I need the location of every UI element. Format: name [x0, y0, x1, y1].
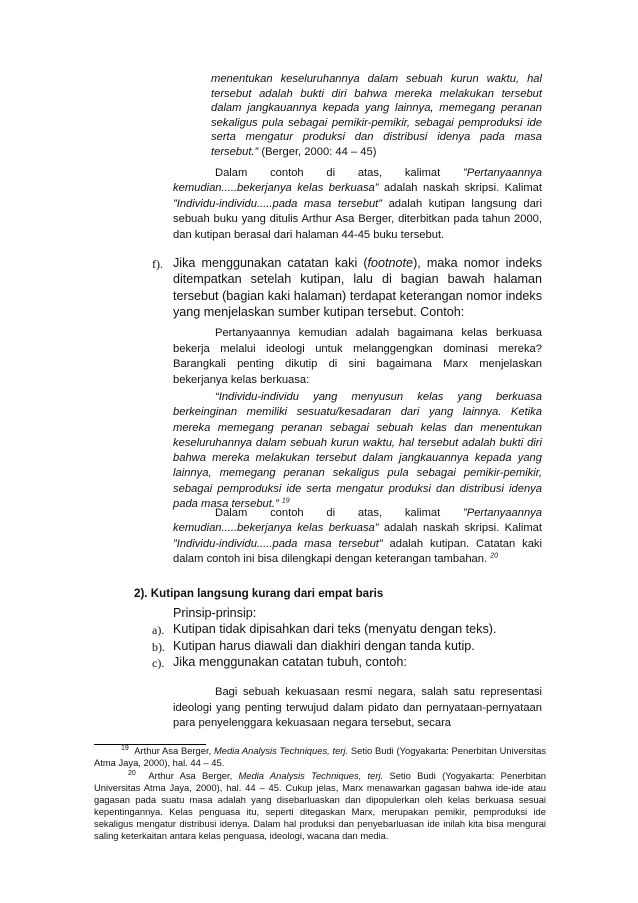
footnote-20-text-b: Setio Budi (Yogyakarta: Penerbitan Universitas Atma Jaya, 2000), hal. 44 – 45. Cukup jelas, Marx menawarkan gagasan bahwa ide-ide atau gagasan pada suatu masa adalah yang disebarluaskan dan dipopulerkan oleh kelas berkuasa sesuai kepentingannya. Kelas penguasa itu, seperti ditegaskan Marx, merupakan pemikir, pemproduksi ide sekaligus mengatur distribusi idenya. Dalam hal produksi dan penyebarluasan ide inilah kita bisa mengurai saling keterkaitan antara kelas penguasa, ideologi, wacana dan media. — [94, 770, 546, 841]
para-3-text-c: adalah kutipan. Catatan kaki dalam contoh ini bisa dilengkapi dengan keterangan tambahan. — [173, 537, 542, 566]
para-3-quote-a: ”Pertanyaannya kemudian.....bekerjanya kelas berkuasa” — [173, 507, 542, 535]
item-f-text-a: Jika menggunakan catatan kaki ( — [173, 256, 368, 270]
item-f-marker: f). — [152, 257, 163, 271]
quote-1-text: menentukan keseluruhannya dalam sebuah kurun waktu, hal tersebut adalah bukti diri bahwa mereka melakukan tersebut dalam jangkauannya kepada yang lainnya, memegang peranan sekaligus pula sebagai pemikir-pemikir, sebagai pemproduksi ide serta mengatur produksi dan distribusi idenya pada masa tersebut.” — [211, 73, 542, 158]
footnote-20-title: Media Analysis Techniques, terj. — [238, 770, 384, 781]
footnote-19-text-b: Setio Budi (Yogyakarta: Penerbitan Universitas Atma Jaya, 2000), hal. 44 – 45. — [94, 745, 546, 768]
item-f-text — [173, 256, 542, 321]
block-quote-1 — [211, 72, 542, 160]
para-1-text-a: Dalam contoh di atas, kalimat — [215, 167, 463, 179]
footnote-19-text-a: Arthur Asa Berger, — [134, 745, 214, 756]
list-marker-a: a). — [152, 623, 165, 637]
footnote-19 — [94, 745, 546, 769]
paragraph-1 — [173, 166, 542, 243]
footnote-20-text-a: Arthur Asa Berger, — [148, 770, 239, 781]
paragraph-2: Pertanyaannya kemudian adalah bagaimana kelas berkuasa bekerja melalui ideologi untuk melanggengkan dominasi mereka? Barangkali penting dikutip di sini bagaimana Marx menjelaskan bekerjanya kelas berkuasa: — [173, 327, 542, 386]
quote-2-text: “Individu-individu yang menyusun kelas yang berkuasa berkeinginan memiliki sesuatu/kesadaran dari yang lainnya. Ketika mereka memegang peranan sebagai sebuah kelas dan menentukan keseluruhannya dalam sebuah kurun waktu, hal tersebut adalah bukti diri bahwa mereka melakukan tersebut dalam jangkauannya kepada yang lainnya, memegang peranan sekaligus pula sebagai pemikir-pemikir, sebagai pemproduksi ide serta mengatur produksi dan distribusi idenya pada masa tersebut.” — [173, 391, 542, 511]
footnote-19-number: 19 — [121, 744, 129, 752]
block-quote-2 — [173, 390, 542, 512]
list-marker-c: c). — [152, 656, 165, 670]
list-item-a: Kutipan tidak dipisahkan dari teks (menyatu dengan teks). — [173, 622, 497, 636]
list-item-c: Jika menggunakan catatan tubuh, contoh: — [173, 655, 407, 669]
para-1-quote-a: ”Pertanyaannya kemudian.....bekerjanya kelas berkuasa” — [173, 167, 542, 195]
para-1-text-b: adalah naskah skripsi. Kalimat — [378, 182, 542, 195]
item-f-footnote-term: footnote — [367, 256, 414, 270]
para-1-text-c: adalah kutipan langsung dari sebuah buku yang ditulis Arthur Asa Berger, diterbitkan pada tahun 2000, dan kutipan berasal dari halaman 44-45 buku tersebut. — [173, 197, 542, 241]
footnote-ref-20: 20 — [490, 552, 499, 560]
para-3-text-a: Dalam contoh di atas, kalimat — [215, 507, 463, 519]
para-3-quote-b: ”Individu-individu.....pada masa tersebut” — [173, 537, 383, 550]
quote-1-citation: (Berger, 2000: 44 – 45) — [258, 145, 377, 158]
footnote-ref-19: 19 — [281, 497, 290, 505]
list-marker-b: b). — [152, 640, 165, 654]
item-f-text-b: ), maka nomor indeks ditempatkan setelah kutipan, lalu di bagian bawah halaman tersebut (bagian kaki halaman) terdapat keterangan nomor indeks yang menjelaskan sumber kutipan tersebut. Contoh: — [173, 256, 542, 319]
footnote-20-number: 20 — [128, 769, 136, 777]
section-heading: 2). Kutipan langsung kurang dari empat baris — [134, 587, 384, 600]
para-1-quote-b: ”Individu-individu.....pada masa tersebut” — [173, 197, 383, 210]
paragraph-4: Bagi sebuah kekuasaan resmi negara, salah satu representasi ideologi yang penting terwujud dalam pidato dan pernyataan-pernyataan para penyelenggara kekuasaan negara tersebut, secara — [173, 686, 542, 729]
footnote-20 — [94, 770, 546, 842]
footnote-19-title: Media Analysis Techniques, terj. — [213, 745, 349, 756]
principles-label: Prinsip-prinsip: — [173, 606, 257, 620]
list-item-b: Kutipan harus diawali dan diakhiri dengan tanda kutip. — [173, 639, 475, 653]
paragraph-3 — [173, 506, 542, 568]
para-3-text-b: adalah naskah skripsi. Kalimat — [378, 522, 542, 535]
